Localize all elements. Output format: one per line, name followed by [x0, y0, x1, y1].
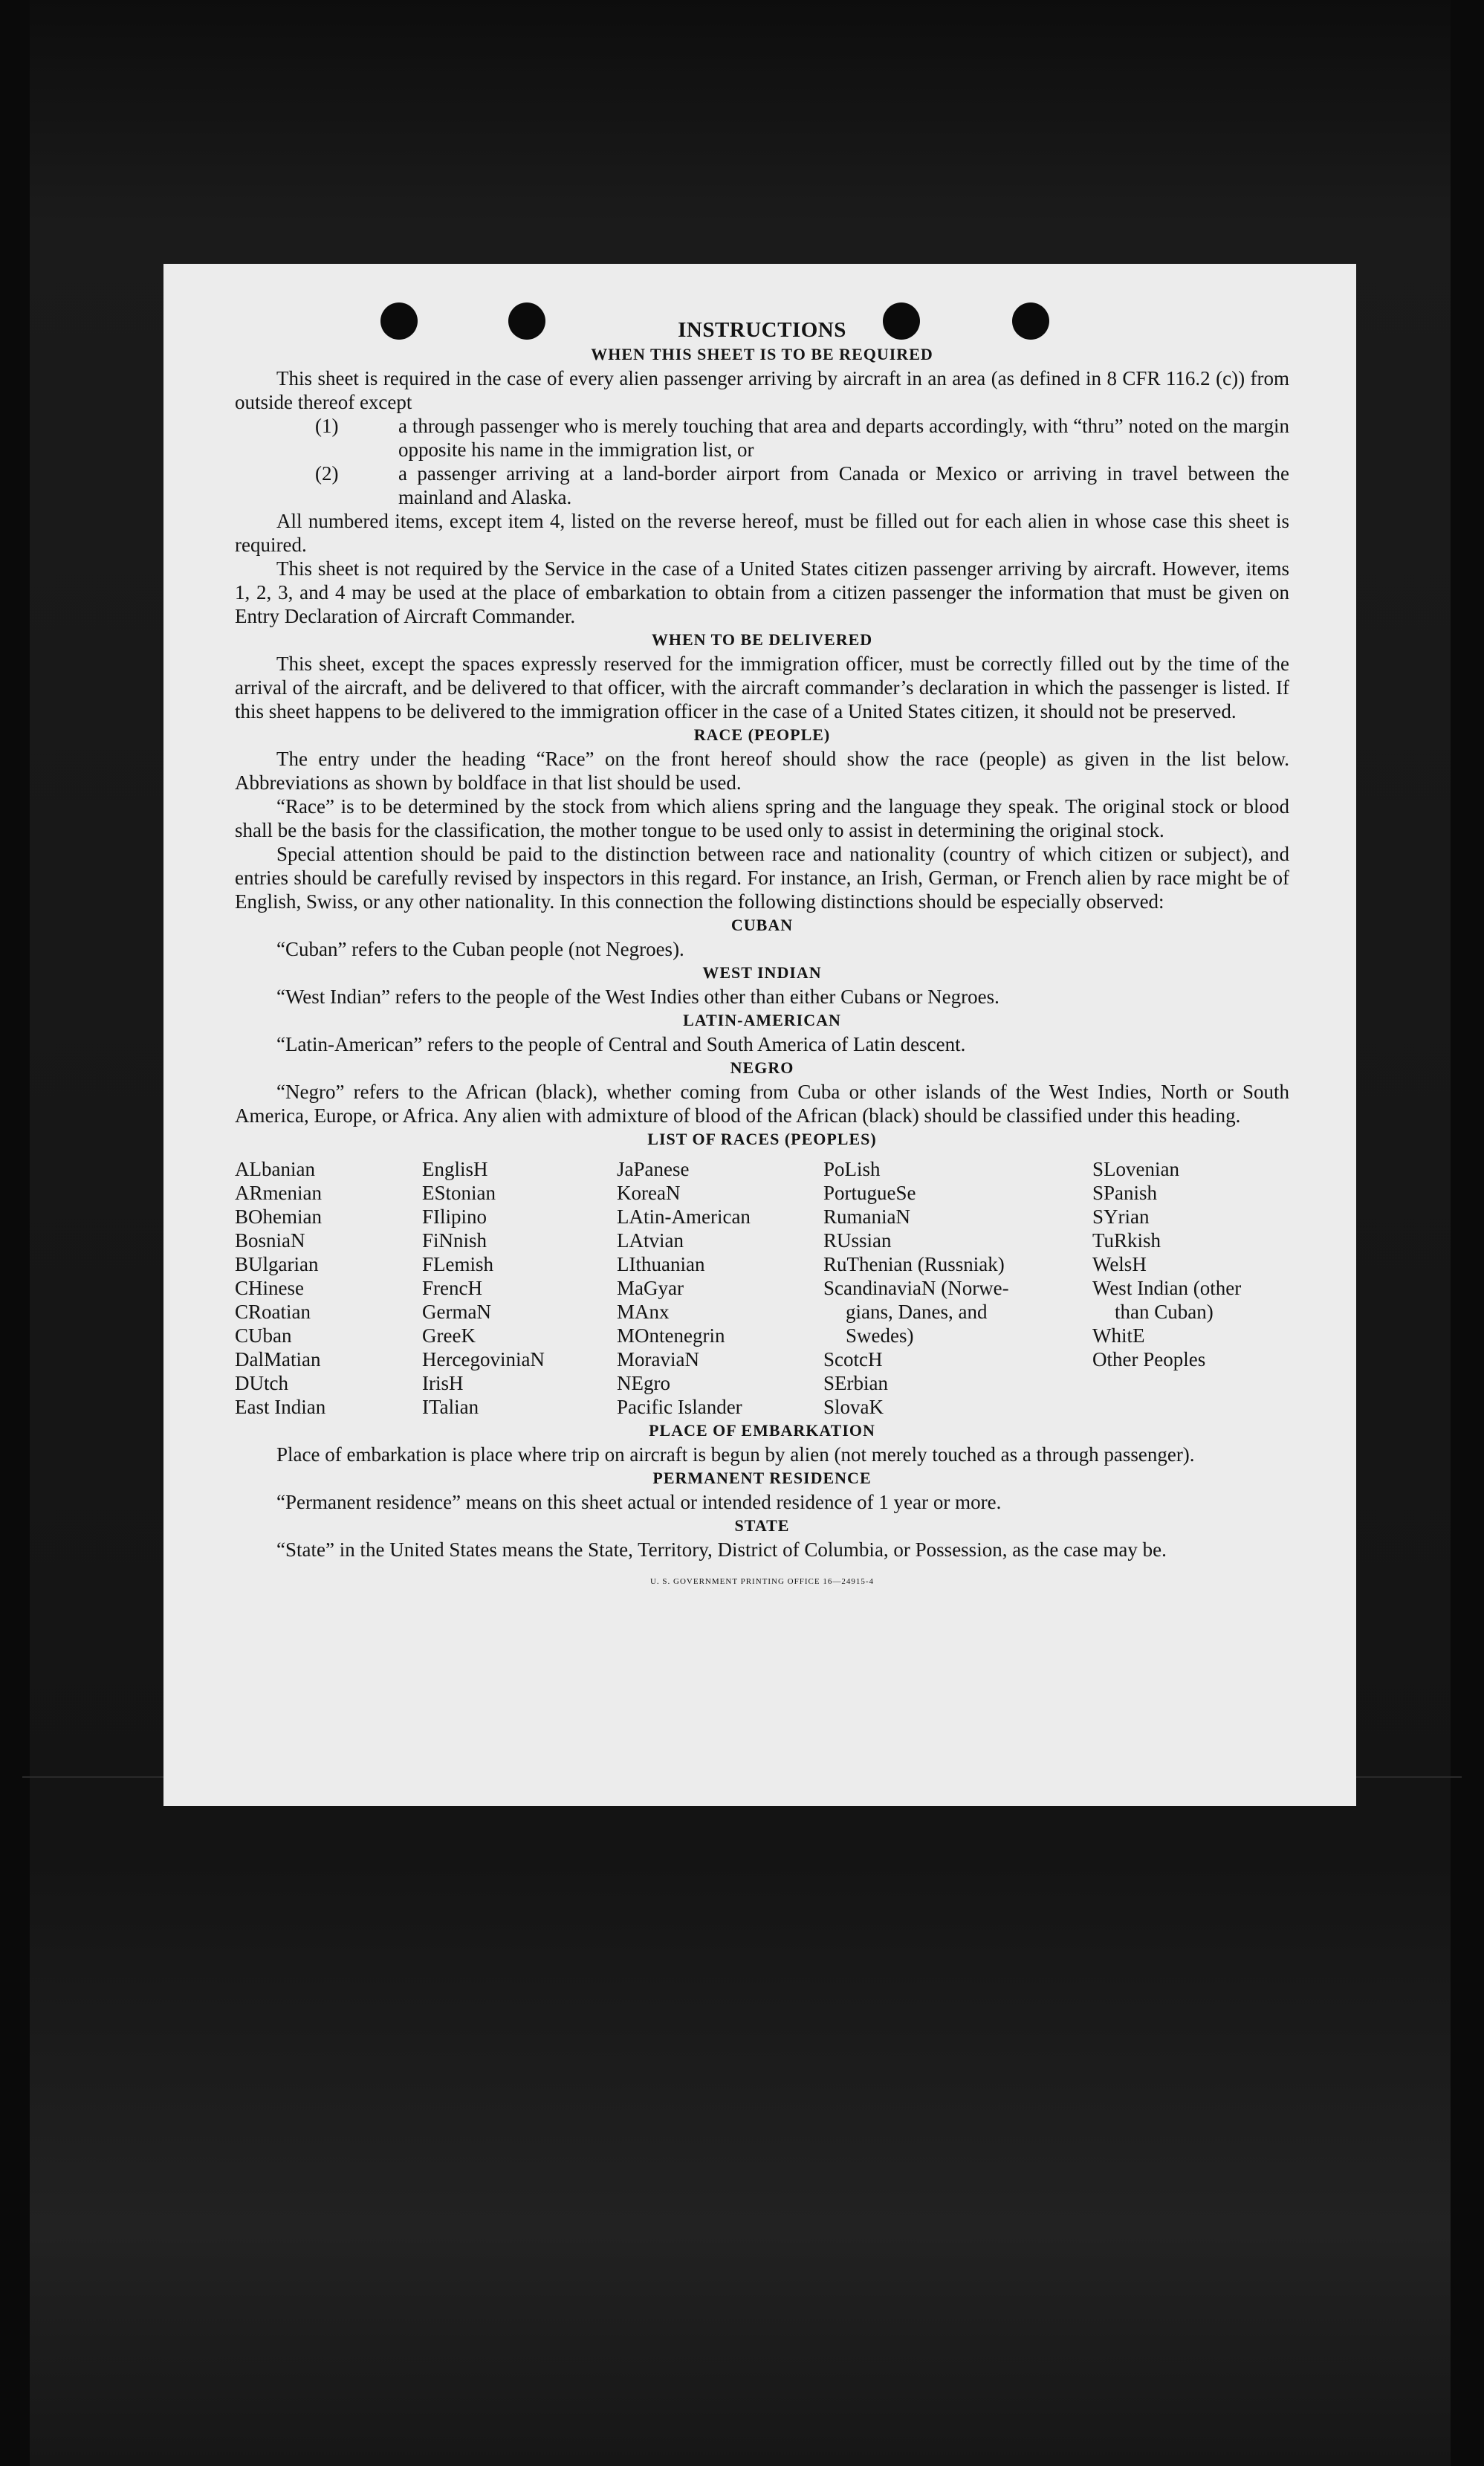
race-entry: CRoatian — [235, 1301, 311, 1323]
race-entry: BosniaN — [235, 1229, 305, 1252]
race-entry: KoreaN — [617, 1182, 681, 1204]
race-entry: gians, Danes, and — [846, 1301, 988, 1323]
race-entry: than Cuban) — [1115, 1301, 1214, 1323]
race-entry: RUssian — [823, 1229, 892, 1252]
section-heading-residence: PERMANENT RESIDENCE — [652, 1469, 872, 1487]
race-entry: SPanish — [1092, 1182, 1158, 1204]
race-entry: SErbian — [823, 1372, 888, 1394]
race-entry: MoraviaN — [617, 1348, 699, 1370]
state-text: “State” in the United States means the State, Territory, District of Columbia, or Possession, as the case may be. — [276, 1538, 1167, 1561]
exception-number: (1) — [315, 415, 339, 437]
exception-text: a passenger arriving at a land-border airport from Canada or Mexico or arriving in travel between the mainland and Alaska. — [398, 462, 1289, 508]
race-entry: LAtin-American — [617, 1206, 751, 1228]
race-entry: MAnx — [617, 1301, 670, 1323]
race-entry: EStonian — [422, 1182, 496, 1204]
negro-text: “Negro” refers to the African (black), whether coming from Cuba or other islands of the West Indies, North or South America, Europe, or Africa. Any alien with admixture of blood of the African (black) should be classified under this heading. — [235, 1081, 1289, 1127]
cuban-text: “Cuban” refers to the Cuban people (not Negroes). — [276, 938, 684, 960]
race-entry: LAtvian — [617, 1229, 684, 1252]
exception-text: a through passenger who is merely touching that area and departs accordingly, with “thru” noted on the margin opposite his name in the immigration list, or — [398, 415, 1289, 461]
embarkation-text: Place of embarkation is place where trip on aircraft is begun by alien (not merely touched as a through passenger). — [276, 1443, 1195, 1466]
race-entry: IrisH — [422, 1372, 464, 1394]
race-entry: JaPanese — [617, 1158, 690, 1180]
film-border-right — [1451, 0, 1484, 2466]
race-entry: FiNnish — [422, 1229, 487, 1252]
race-entry: FrencH — [422, 1277, 482, 1299]
delivered-text: This sheet, except the spaces expressly reserved for the immigration officer, must be correctly filled out by the time of the arrival of the aircraft, and be delivered to that officer, with the aircraft commander’s declaration in which the passenger is listed. If this sheet happens to be delivered to the immigration officer in the case of a United States citizen, it should not be preserved. — [235, 653, 1289, 722]
punch-hole — [883, 302, 920, 340]
exception-list — [235, 414, 1289, 509]
race-entry: SYrian — [1092, 1206, 1150, 1228]
required-intro: This sheet is required in the case of every alien passenger arriving by aircraft in an area (as defined in 8 CFR 116.2 (c)) from outside thereof except — [235, 367, 1289, 413]
race-entry: BUlgarian — [235, 1253, 319, 1275]
race-entry: LIthuanian — [617, 1253, 705, 1275]
race-entry: FLemish — [422, 1253, 494, 1275]
section-heading-races-list: LIST OF RACES (PEOPLES) — [647, 1130, 877, 1148]
section-heading-delivered: WHEN TO BE DELIVERED — [651, 630, 873, 649]
instruction-sheet — [163, 264, 1356, 1806]
race-entry: GreeK — [422, 1324, 476, 1347]
race-paragraph-2: “Race” is to be determined by the stock from which aliens spring and the language they speak. The original stock or blood shall be the basis for the classification, the mother tongue to be used only to assist in determining the original stock. — [235, 795, 1289, 841]
race-entry: FIlipino — [422, 1206, 487, 1228]
race-entry: ALbanian — [235, 1158, 315, 1180]
race-entry: ScandinaviaN (Norwe- — [823, 1277, 1009, 1299]
section-heading-race: RACE (PEOPLE) — [693, 725, 831, 744]
race-entry: MOntenegrin — [617, 1324, 725, 1347]
race-entry: ARmenian — [235, 1182, 322, 1204]
race-entry: DUtch — [235, 1372, 288, 1394]
race-entry: BOhemian — [235, 1206, 322, 1228]
race-entry: HercegoviniaN — [422, 1348, 545, 1370]
race-entry: Other Peoples — [1092, 1348, 1206, 1370]
citizen-note: This sheet is not required by the Service in the case of a United States citizen passenger arriving by aircraft. However, items 1, 2, 3, and 4 may be used at the place of embarkation to obtain from a citizen passenger the information that must be given on Entry Declaration of Aircraft Commander. — [235, 557, 1289, 627]
race-entry: WelsH — [1092, 1253, 1147, 1275]
section-heading-required: WHEN THIS SHEET IS TO BE REQUIRED — [591, 345, 933, 363]
section-heading-negro: NEGRO — [730, 1058, 794, 1077]
punch-hole — [1012, 302, 1049, 340]
race-entry: CUban — [235, 1324, 292, 1347]
exception-item — [235, 414, 1289, 462]
race-entry: TuRkish — [1092, 1229, 1161, 1252]
exception-number: (2) — [315, 462, 339, 485]
race-entry: ITalian — [422, 1396, 479, 1418]
race-entry: Pacific Islander — [617, 1396, 742, 1418]
page-title: INSTRUCTIONS — [678, 318, 846, 342]
races-column-5 — [1092, 1157, 1287, 1419]
film-border-left — [0, 0, 30, 2466]
race-entry: MaGyar — [617, 1277, 684, 1299]
races-column-4 — [823, 1157, 1092, 1419]
section-heading-cuban: CUBAN — [730, 916, 794, 934]
race-entry: RumaniaN — [823, 1206, 910, 1228]
punch-hole — [508, 302, 545, 340]
exception-item — [235, 462, 1289, 509]
races-column-1 — [235, 1157, 422, 1419]
numbered-items-note: All numbered items, except item 4, listed on the reverse hereof, must be filled out for each alien in whose case this sheet is required. — [235, 510, 1289, 556]
latin-american-text: “Latin-American” refers to the people of Central and South America of Latin descent. — [276, 1033, 966, 1055]
race-entry: CHinese — [235, 1277, 304, 1299]
race-paragraph-3: Special attention should be paid to the distinction between race and nationality (country of which citizen or subject), and entries should be carefully revised by inspectors in this regard. For instance, an Irish, German, or French alien by race might be of English, Swiss, or any other nationality. In this connection the following distinctions should be especially observed: — [235, 843, 1289, 913]
race-entry: SlovaK — [823, 1396, 884, 1418]
races-column-2 — [422, 1157, 617, 1419]
races-column-3 — [617, 1157, 823, 1419]
race-entry: NEgro — [617, 1372, 670, 1394]
race-entry: SLovenian — [1092, 1158, 1179, 1180]
race-entry: East Indian — [235, 1396, 326, 1418]
section-heading-state: STATE — [734, 1516, 790, 1535]
race-paragraph-1: The entry under the heading “Race” on the front hereof should show the race (people) as given in the list below. Abbreviations as shown by boldface in that list should be used. — [235, 748, 1289, 794]
race-entry: Swedes) — [846, 1324, 914, 1347]
west-indian-text: “West Indian” refers to the people of the West Indies other than either Cubans or Negroes. — [276, 986, 999, 1008]
residence-text: “Permanent residence” means on this sheet actual or intended residence of 1 year or more. — [276, 1491, 1002, 1513]
race-entry: ScotcH — [823, 1348, 883, 1370]
printing-office-footer: U. S. GOVERNMENT PRINTING OFFICE 16—24915-4 — [649, 1577, 874, 1586]
race-entry: GermaN — [422, 1301, 491, 1323]
punch-hole — [380, 302, 418, 340]
race-entry: West Indian (other — [1092, 1277, 1242, 1299]
race-entry: RuThenian (Russniak) — [823, 1253, 1005, 1275]
races-list — [235, 1157, 1289, 1419]
race-entry: EnglisH — [422, 1158, 488, 1180]
race-entry: PoLish — [823, 1158, 881, 1180]
race-entry: WhitE — [1092, 1324, 1145, 1347]
section-heading-latin-american: LATIN-AMERICAN — [683, 1011, 841, 1029]
section-heading-embarkation: PLACE OF EMBARKATION — [649, 1421, 875, 1440]
race-entry: DalMatian — [235, 1348, 321, 1370]
section-heading-west-indian: WEST INDIAN — [702, 963, 822, 982]
race-entry: PortugueSe — [823, 1182, 916, 1204]
